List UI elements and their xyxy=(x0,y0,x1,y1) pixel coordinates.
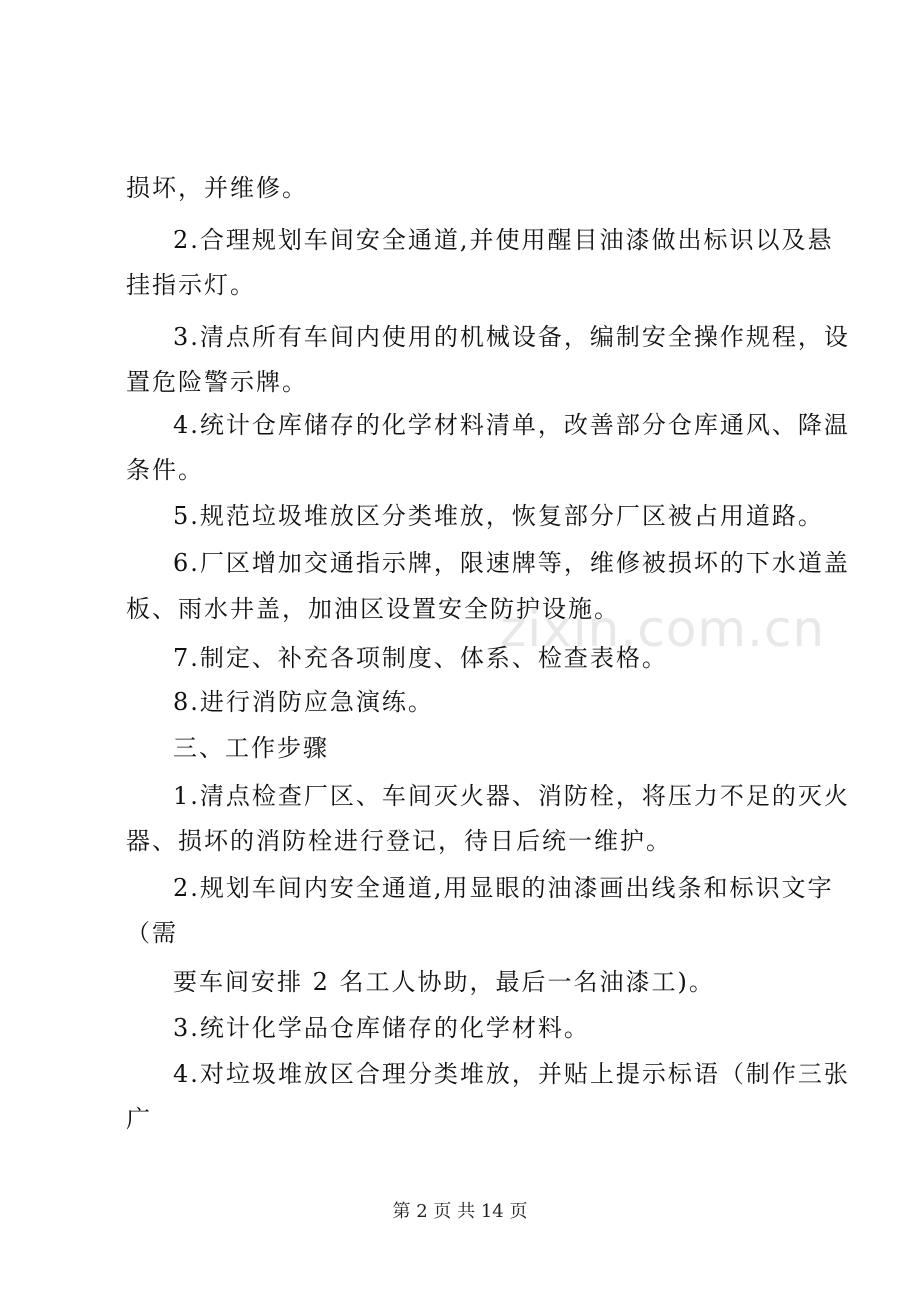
text-line: 6.厂区增加交通指示牌，限速牌等，维修被损坏的下水道盖 xyxy=(173,549,850,577)
text-line: 2.合理规划车间安全通道,并使用醒目油漆做出标识以及悬 xyxy=(173,226,834,254)
text-line: 3.统计化学品仓库储存的化学材料。 xyxy=(173,1014,590,1042)
text-line: 板、雨水井盖，加油区设置安全防护设施。 xyxy=(126,595,620,623)
text-line: 4.统计仓库储存的化学材料清单，改善部分仓库通风、降温 xyxy=(173,411,850,439)
text-line: 损坏，并维修。 xyxy=(126,174,308,202)
text-line: 广 xyxy=(126,1105,152,1133)
text-line: 器、损坏的消防栓进行登记，待日后统一维护。 xyxy=(126,827,672,855)
text-line: 2.规划车间内安全通道,用显眼的油漆画出线条和标识文字 xyxy=(173,874,834,902)
watermark: zixin.com.cn xyxy=(500,600,826,658)
text-line: 条件。 xyxy=(126,456,204,484)
text-line: 置危险警示牌。 xyxy=(126,368,308,396)
text-line: 8.进行消防应急演练。 xyxy=(173,688,434,716)
text-line: 1.清点检查厂区、车间灭火器、消防栓，将压力不足的灭火 xyxy=(173,782,850,810)
section-heading: 三、工作步骤 xyxy=(173,734,329,762)
text-line: （需 xyxy=(126,919,178,947)
text-line: 7.制定、补充各项制度、体系、检查表格。 xyxy=(173,644,668,672)
text-line: 挂指示灯。 xyxy=(126,271,256,299)
text-line: 要车间安排 2 名工人协助，最后一名油漆工)。 xyxy=(173,968,715,996)
page-footer: 第 2 页 共 14 页 xyxy=(392,1201,528,1222)
text-line: 4.对垃圾堆放区合理分类堆放，并贴上提示标语（制作三张 xyxy=(173,1060,850,1088)
text-line: 3.清点所有车间内使用的机械设备，编制安全操作规程，设 xyxy=(173,323,850,351)
text-line: 5.规范垃圾堆放区分类堆放，恢复部分厂区被占用道路。 xyxy=(173,502,824,530)
